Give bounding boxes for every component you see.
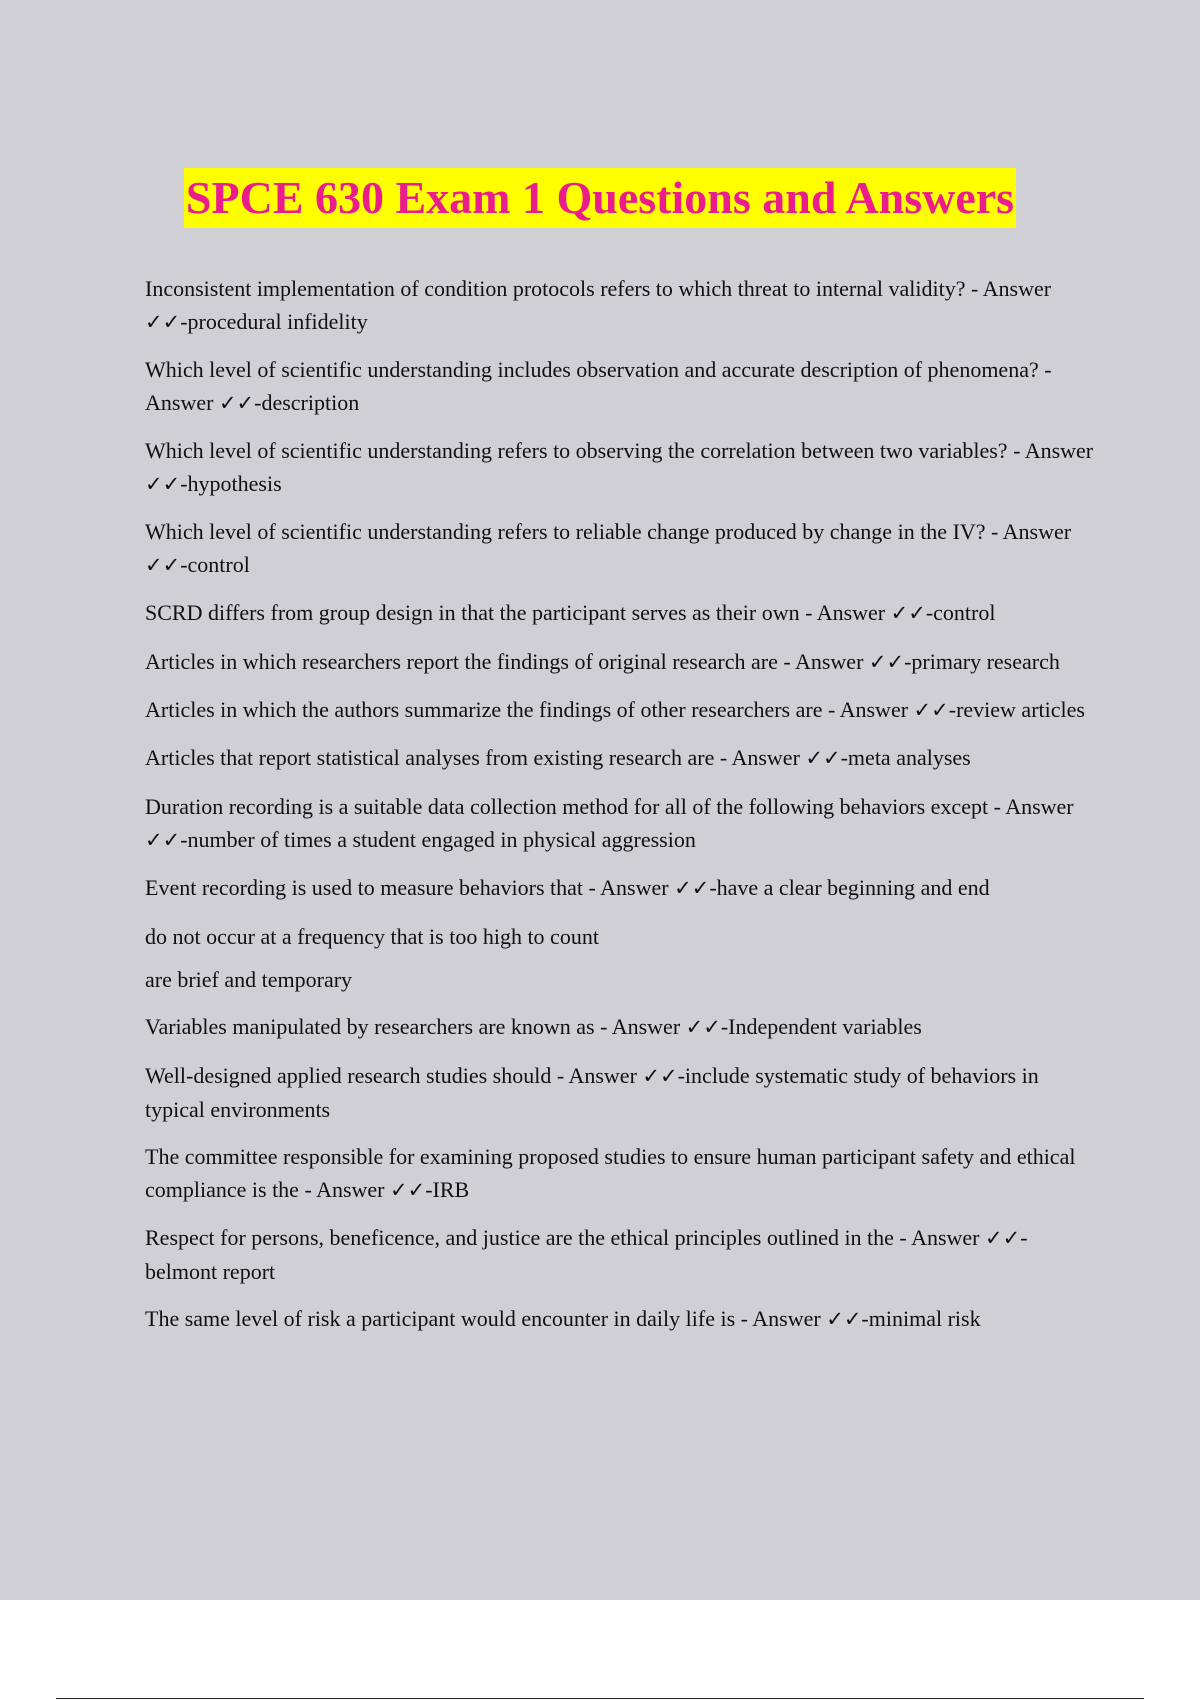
question-text: The committee responsible for examining proposed studies to ensure human participant safety and ethical compliance is the - [145,1144,1076,1202]
double-check-icon: ✓✓ [685,1015,721,1039]
answer-label: Answer [611,1014,681,1039]
answer-label: Answer [982,276,1052,301]
answer-label: Answer [568,1063,637,1088]
qa-item [145,1221,1095,1288]
question-text: Inconsistent implementation of condition protocols refers to which threat to internal validity? - [145,276,979,301]
double-check-icon: ✓✓ [674,876,710,900]
qa-item [145,353,1095,420]
qa-item [145,790,1095,857]
answer-label: Answer [752,1306,821,1331]
double-check-icon: ✓✓ [890,601,926,625]
answer-label: Answer [1002,519,1072,544]
qa-item [145,645,1095,679]
qa-item [145,515,1095,582]
question-text: The same level of risk a participant would encounter in daily life is - [145,1306,748,1331]
qa-list [145,272,1095,1351]
question-text: Variables manipulated by researchers are known as - [145,1014,608,1039]
qa-item [145,871,1095,905]
double-check-icon: ✓✓ [145,310,181,334]
qa-item [145,1010,1095,1044]
qa-item [145,596,1095,630]
answer-text: -minimal risk [861,1306,981,1331]
document-title: SPCE 630 Exam 1 Questions and Answers [184,168,1016,228]
question-text: Articles in which researchers report the findings of original research are - [145,649,791,674]
double-check-icon: ✓✓ [642,1064,678,1088]
question-text: Articles that report statistical analyses from existing research are - [145,745,728,770]
answer-text: -hypothesis [180,471,282,496]
answer-label: Answer [1024,438,1094,463]
answer-label: Answer [911,1225,980,1250]
answer-text: -description [254,390,360,415]
answer-text: -control [180,552,250,577]
answer-text: -IRB [425,1177,470,1202]
question-text: Which level of scientific understanding includes observation and accurate description of phenomena? - [145,357,1052,382]
question-text: SCRD differs from group design in that the participant serves as their own - [145,600,813,625]
qa-item [145,272,1095,339]
double-check-icon: ✓✓ [218,391,255,415]
double-check-icon: ✓✓ [868,650,905,674]
page-bottom-rule [56,1698,1144,1699]
qa-item [145,693,1095,727]
double-check-icon: ✓✓ [145,472,181,496]
qa-item [145,1059,1095,1126]
answer-label: Answer [839,697,909,722]
answer-text: -review articles [948,697,1085,722]
double-check-icon: ✓✓ [805,746,841,770]
question-text: Event recording is used to measure behaviors that - [145,875,596,900]
answer-label: Answer [794,649,864,674]
answer-text: -procedural infidelity [180,309,368,334]
answer-label: Answer [1005,794,1074,819]
qa-item [145,741,1095,775]
answer-continuation: do not occur at a frequency that is too high to count [145,924,599,949]
qa-item [145,1140,1095,1207]
answer-label: Answer [731,745,800,770]
answer-text: -Independent variables [720,1014,922,1039]
answer-text: -belmont report [145,1225,1028,1284]
double-check-icon: ✓✓ [390,1178,426,1202]
answer-text: -primary research [904,649,1060,674]
qa-item [145,1302,1095,1336]
question-text: Which level of scientific understanding refers to reliable change produced by change in the IV? - [145,519,999,544]
answer-text: -control [925,600,996,625]
answer-text: -have a clear beginning and end [709,875,990,900]
question-text: Respect for persons, beneficence, and justice are the ethical principles outlined in the - [145,1225,907,1250]
question-text: Which level of scientific understanding refers to observing the correlation between two variables? - [145,438,1021,463]
answer-text: -include systematic study of behaviors in typical environments [145,1063,1039,1122]
qa-item [145,434,1095,501]
answer-label: Answer [816,600,886,625]
double-check-icon: ✓✓ [145,828,181,852]
question-text: Duration recording is a suitable data collection method for all of the following behaviors except - [145,794,1001,819]
double-check-icon: ✓✓ [145,553,181,577]
answer-label: Answer [316,1177,385,1202]
answer-text: -number of times a student engaged in physical aggression [180,827,696,852]
answer-label: Answer [600,875,669,900]
double-check-icon: ✓✓ [826,1307,862,1331]
double-check-icon: ✓✓ [913,698,949,722]
double-check-icon: ✓✓ [985,1226,1021,1250]
question-text: Well-designed applied research studies should - [145,1063,565,1088]
answer-continuation: are brief and temporary [145,967,353,992]
question-text: Articles in which the authors summarize the findings of other researchers are - [145,697,836,722]
answer-text: -meta analyses [840,745,971,770]
answer-label: Answer [145,390,214,415]
title-wrapper [0,168,1200,228]
